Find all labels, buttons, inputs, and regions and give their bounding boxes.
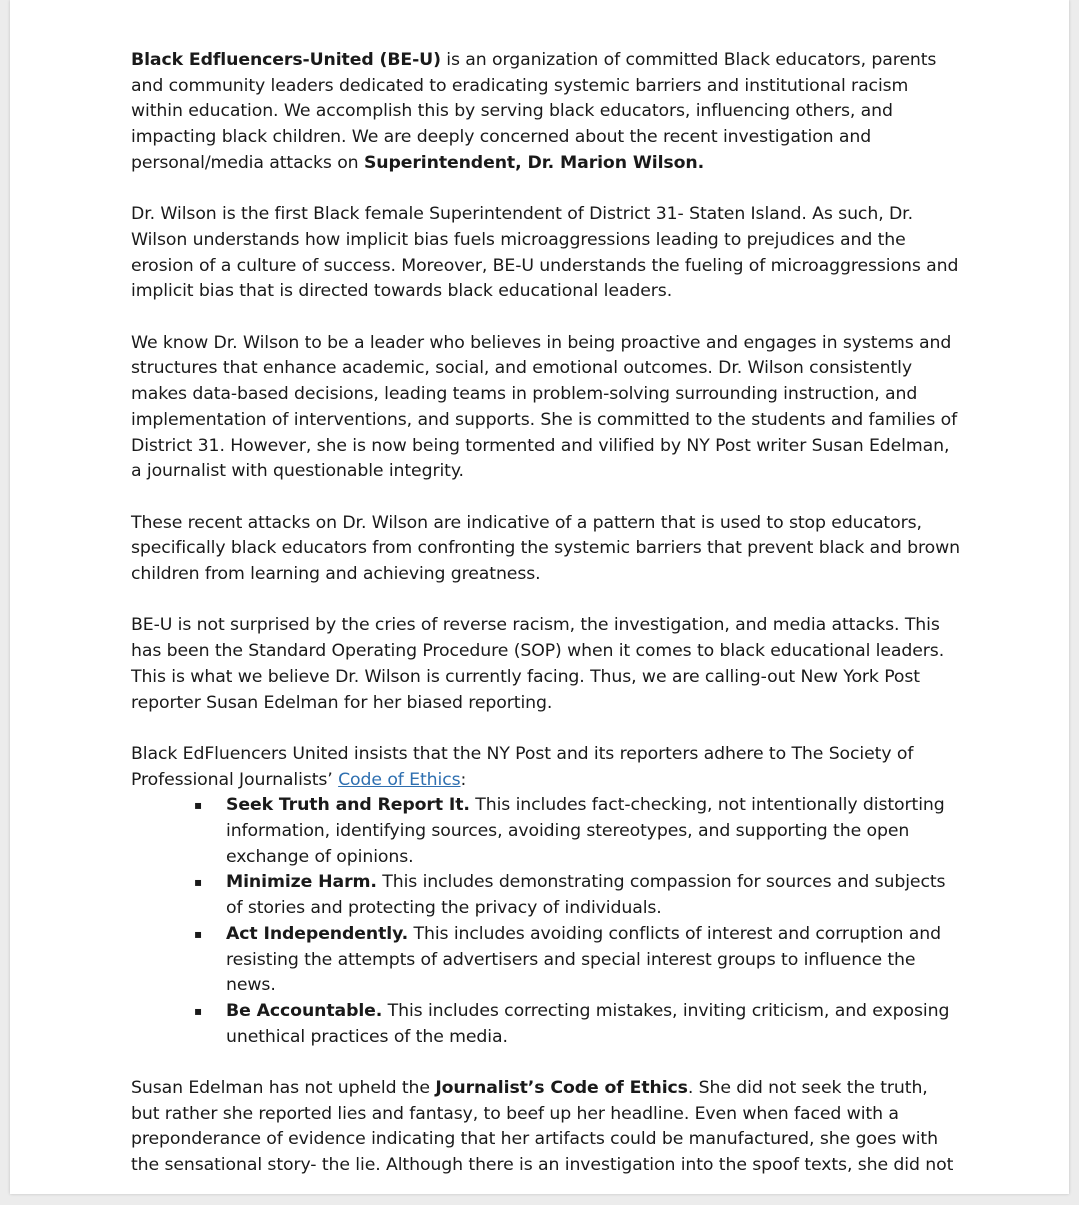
org-name: Black Edfluencers-United (BE-U) — [131, 50, 441, 70]
paragraph-attacks-pattern: These recent attacks on Dr. Wilson are indicative of a pattern that is used to stop educators, specifically black educators from confronting the systemic barriers that prevent black and brown children from learning and achieving greatness. — [131, 512, 960, 585]
ethics-intro-colon: : — [460, 769, 467, 790]
list-item — [194, 922, 961, 999]
ethics-item-text: This includes correcting mistakes, inviting criticism, and exposing unethical practices of the media. — [226, 1000, 950, 1047]
edelman-text-start: Susan Edelman has not upheld the — [131, 1078, 436, 1099]
ethics-item-text: This includes demonstrating compassion for sources and subjects of stories and protecting the privacy of individuals. — [226, 872, 946, 919]
ethics-item-title: Minimize Harm. — [226, 872, 377, 893]
list-item — [194, 999, 961, 1050]
paragraph-intro — [131, 48, 961, 177]
list-item — [194, 870, 961, 921]
ethics-item-title: Act Independently. — [226, 923, 409, 944]
paragraph-edelman — [131, 1076, 961, 1179]
document-page — [10, 0, 1069, 1194]
bullet-icon: ▪ — [194, 1003, 203, 1018]
ethics-intro-text: Black EdFluencers United insists that the NY Post and its reporters adhere to The Society of Professional Journalists’ — [131, 743, 914, 790]
journalist-code-of-ethics: Journalist’s Code of Ethics — [435, 1078, 688, 1099]
paragraph-leader: We know Dr. Wilson to be a leader who believes in being proactive and engages in systems and structures that enhance academic, social, and emotional outcomes. Dr. Wilson consistently makes data-based decisions, leading teams in problem-solving surrounding instruction, and implementation of interventions, and supports. She is committed to the students and families of District 31. However, she is now being tormented and vilified by NY Post writer Susan Edelman, a journalist with questionable integrity. — [131, 332, 958, 482]
intro-text: is an organization of committed Black educators, parents and community leaders dedicated to eradicating systemic barriers and institutional racism within education. We accomplish this by serving black educators, influencing others, and impacting black children. We are deeply concerned about the recent investigation and personal/media attacks on — [131, 50, 937, 173]
bullet-icon: ▪ — [194, 926, 203, 941]
paragraph-reverse-racism: BE-U is not surprised by the cries of reverse racism, the investigation, and media attacks. This has been the Standard Operating Procedure (SOP) when it comes to black educational leaders. This is what we believe Dr. Wilson is currently facing. Thus, we are calling-out New York Post reporter Susan Edelman for her biased reporting. — [131, 615, 945, 713]
paragraph-code-of-ethics-intro — [131, 742, 961, 793]
code-of-ethics-link[interactable]: Code of Ethics — [338, 769, 461, 790]
superintendent-name: Superintendent, Dr. Marion Wilson. — [363, 152, 705, 173]
ethics-item-title: Be Accountable. — [226, 1000, 383, 1021]
ethics-list — [131, 793, 961, 1050]
paragraph-first-black-female: Dr. Wilson is the first Black female Superintendent of District 31- Staten Island. As such, Dr. Wilson understands how implicit bias fuels microaggressions leading to prejudices and the erosion of a culture of success. Moreover, BE-U understands the fueling of microaggressions and implicit bias that is directed towards black educational leaders. — [131, 204, 959, 302]
ethics-item-text: This includes avoiding conflicts of interest and corruption and resisting the attempts of advertisers and special interest groups to influence the news. — [226, 923, 941, 996]
ethics-item-text: This includes fact-checking, not intentionally distorting information, identifying sources, avoiding stereotypes, and supporting the open exchange of opinions. — [226, 795, 945, 867]
bullet-icon: ▪ — [194, 798, 203, 813]
edelman-text-end: . She did not seek the truth, but rather she reported lies and fantasy, to beef up her headline. Even when faced with a preponderance of evidence indicating that her artifacts could be manufactured, she goes with the sensational story- the lie. Although there is an investigation into the spoof texts, she did not — [131, 1078, 954, 1176]
ethics-item-title: Seek Truth and Report It. — [226, 795, 470, 816]
list-item — [194, 793, 961, 870]
bullet-icon: ▪ — [194, 875, 203, 890]
document-body — [131, 48, 961, 1205]
